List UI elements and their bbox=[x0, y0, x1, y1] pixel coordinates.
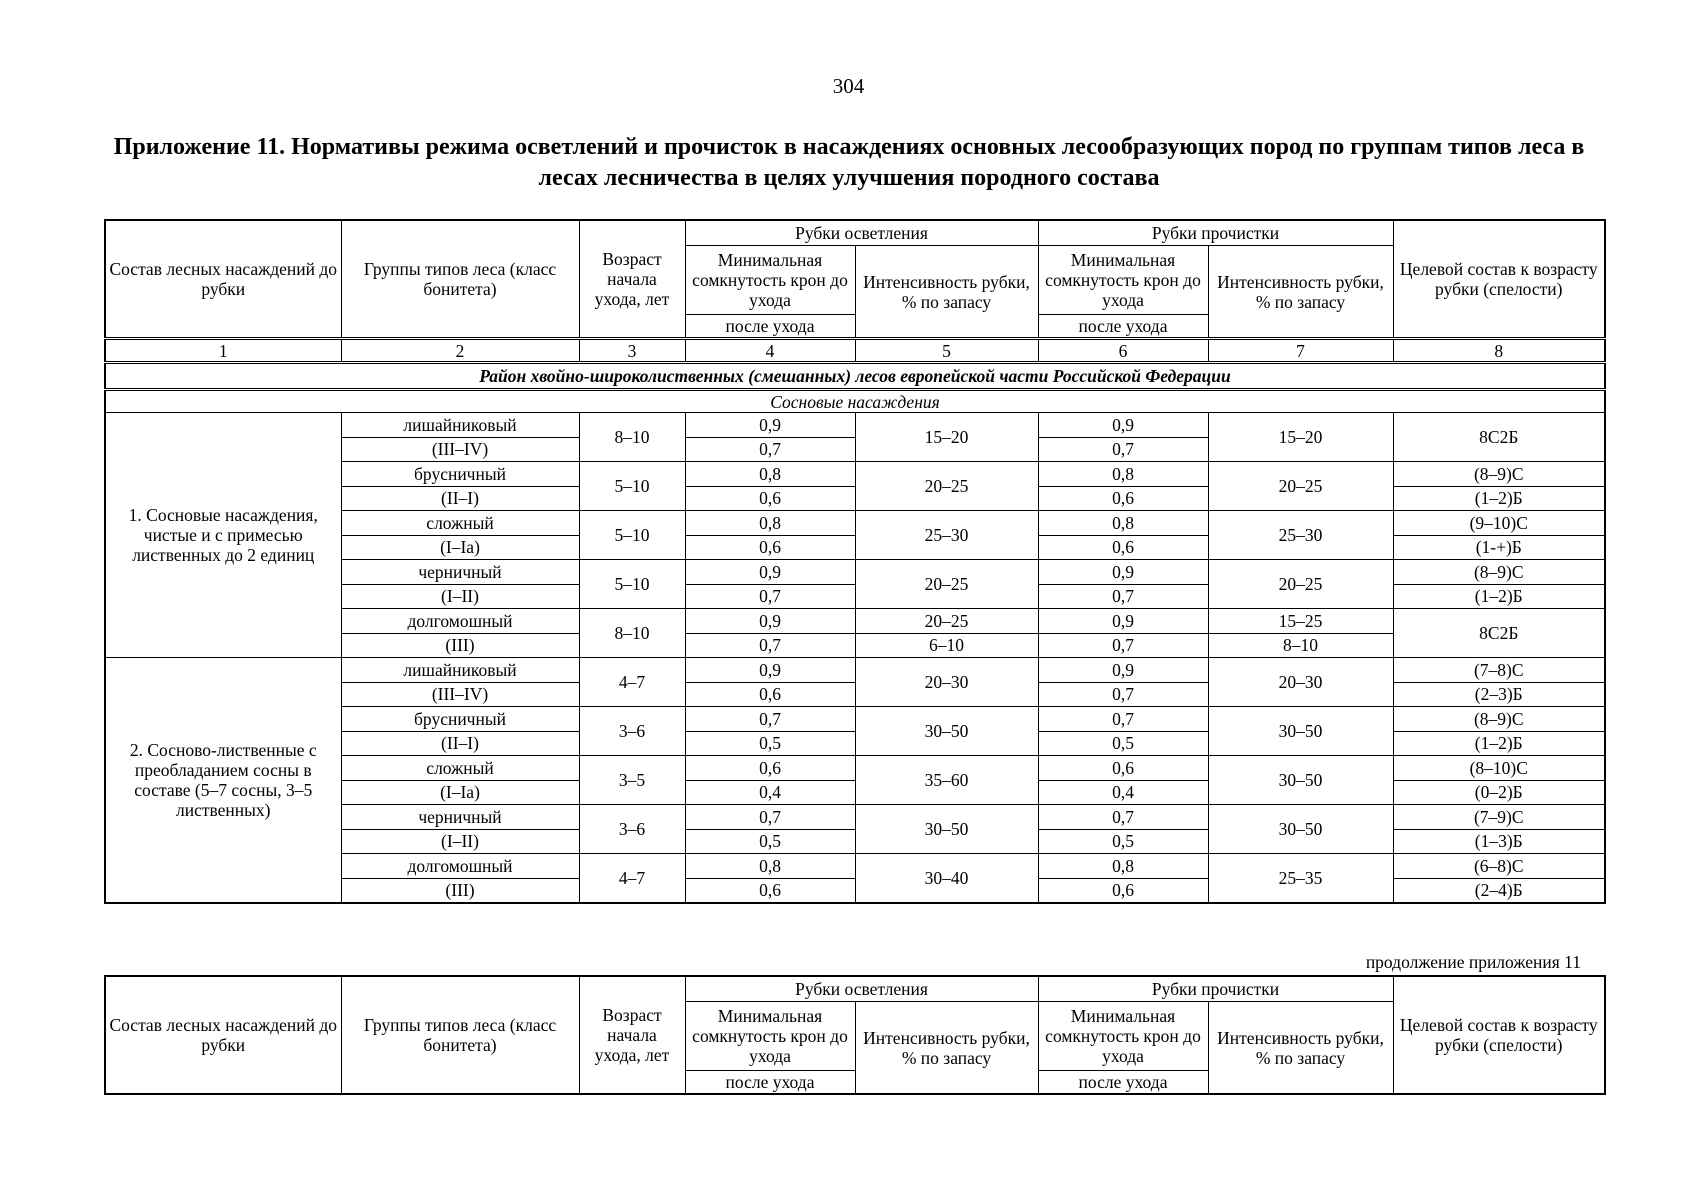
table-row bbox=[105, 658, 1605, 683]
header-intensity: Интенсивность рубки, % по запасу bbox=[855, 1002, 1038, 1095]
target-composition-cell: 8С2Б bbox=[1393, 609, 1605, 658]
forest-type-cell: брусничный bbox=[341, 707, 579, 732]
clean-intensity-cell: 20–25 bbox=[1208, 462, 1393, 511]
forest-type-cell: черничный bbox=[341, 560, 579, 585]
header-after-care: после ухода bbox=[685, 315, 855, 339]
clean-density-before-cell: 0,7 bbox=[1038, 805, 1208, 830]
clean-density-before-cell: 0,9 bbox=[1038, 658, 1208, 683]
header-intensity: Интенсивность рубки, % по запасу bbox=[1208, 246, 1393, 339]
forest-type-cell: сложный bbox=[341, 511, 579, 536]
light-density-after-cell: 0,6 bbox=[685, 682, 855, 707]
page-title: Приложение 11. Нормативы режима осветлений и прочисток в насаждениях основных лесообразующих пород по группам типов леса в лесах лесничества в целях улучшения породного состава bbox=[113, 134, 1585, 191]
column-number: 1 bbox=[105, 339, 341, 363]
header-intensity: Интенсивность рубки, % по запасу bbox=[1208, 1002, 1393, 1095]
light-density-after-cell: 0,7 bbox=[685, 437, 855, 462]
norms-table bbox=[104, 219, 1606, 904]
clean-intensity-cell: 30–50 bbox=[1208, 707, 1393, 756]
light-density-before-cell: 0,8 bbox=[685, 462, 855, 487]
light-density-after-cell: 0,7 bbox=[685, 633, 855, 658]
light-intensity-cell: 6–10 bbox=[855, 633, 1038, 658]
target-composition-cell: (6–8)С bbox=[1393, 854, 1605, 879]
bonitet-cell: (III–IV) bbox=[341, 437, 579, 462]
light-intensity-cell: 20–25 bbox=[855, 560, 1038, 609]
light-density-after-cell: 0,6 bbox=[685, 535, 855, 560]
bonitet-cell: (I–Iа) bbox=[341, 780, 579, 805]
target-composition-cell: (8–10)С bbox=[1393, 756, 1605, 781]
header-after-care: после ухода bbox=[685, 1071, 855, 1095]
light-intensity-cell: 20–25 bbox=[855, 609, 1038, 634]
clean-density-after-cell: 0,5 bbox=[1038, 829, 1208, 854]
bonitet-cell: (I–Iа) bbox=[341, 535, 579, 560]
header-forest-types: Группы типов леса (класс бонитета) bbox=[341, 220, 579, 339]
bonitet-cell: (III) bbox=[341, 633, 579, 658]
column-number: 2 bbox=[341, 339, 579, 363]
target-composition-cell: (2–3)Б bbox=[1393, 682, 1605, 707]
header-min-density: Минимальная сомкнутость крон до ухода bbox=[1038, 246, 1208, 315]
forest-type-cell: сложный bbox=[341, 756, 579, 781]
light-intensity-cell: 20–25 bbox=[855, 462, 1038, 511]
clean-intensity-cell: 25–30 bbox=[1208, 511, 1393, 560]
start-age-cell: 3–5 bbox=[579, 756, 685, 805]
clean-density-after-cell: 0,7 bbox=[1038, 682, 1208, 707]
clean-density-before-cell: 0,8 bbox=[1038, 462, 1208, 487]
clean-density-before-cell: 0,8 bbox=[1038, 511, 1208, 536]
target-composition-cell: (1–2)Б bbox=[1393, 486, 1605, 511]
target-composition-cell: (7–8)С bbox=[1393, 658, 1605, 683]
page-number: 304 bbox=[832, 74, 865, 98]
clean-intensity-cell: 30–50 bbox=[1208, 805, 1393, 854]
light-intensity-cell: 30–50 bbox=[855, 707, 1038, 756]
light-density-after-cell: 0,4 bbox=[685, 780, 855, 805]
column-numbers-row bbox=[105, 339, 1605, 363]
light-density-before-cell: 0,7 bbox=[685, 805, 855, 830]
bonitet-cell: (I–II) bbox=[341, 829, 579, 854]
column-number: 4 bbox=[685, 339, 855, 363]
header-light-cuttings: Рубки осветления bbox=[685, 220, 1038, 246]
light-intensity-cell: 30–40 bbox=[855, 854, 1038, 904]
start-age-cell: 8–10 bbox=[579, 609, 685, 658]
target-composition-cell: (1–3)Б bbox=[1393, 829, 1605, 854]
light-density-after-cell: 0,5 bbox=[685, 829, 855, 854]
header-composition: Состав лесных насаждений до рубки bbox=[105, 976, 341, 1094]
start-age-cell: 4–7 bbox=[579, 854, 685, 904]
header-start-age: Возраст начала ухода, лет bbox=[579, 220, 685, 339]
continuation-table-header bbox=[104, 975, 1606, 1095]
column-number: 6 bbox=[1038, 339, 1208, 363]
bonitet-cell: (II–I) bbox=[341, 731, 579, 756]
continuation-label: продолжение приложения 11 bbox=[1365, 952, 1581, 972]
light-density-after-cell: 0,6 bbox=[685, 878, 855, 903]
composition-cell: 2. Сосново-лиственные с преобладанием сосны в составе (5–7 сосны, 3–5 лиственных) bbox=[105, 658, 341, 904]
target-composition-cell: (1-+)Б bbox=[1393, 535, 1605, 560]
clean-density-before-cell: 0,9 bbox=[1038, 560, 1208, 585]
clean-density-after-cell: 0,6 bbox=[1038, 486, 1208, 511]
clean-density-after-cell: 0,5 bbox=[1038, 731, 1208, 756]
target-composition-cell: (8–9)С bbox=[1393, 707, 1605, 732]
column-number: 7 bbox=[1208, 339, 1393, 363]
header-cleaning-cuttings: Рубки прочистки bbox=[1038, 220, 1393, 246]
clean-density-after-cell: 0,4 bbox=[1038, 780, 1208, 805]
composition-cell: 1. Сосновые насаждения, чистые и с примесью лиственных до 2 единиц bbox=[105, 413, 341, 658]
clean-density-after-cell: 0,6 bbox=[1038, 535, 1208, 560]
start-age-cell: 4–7 bbox=[579, 658, 685, 707]
light-density-before-cell: 0,9 bbox=[685, 658, 855, 683]
start-age-cell: 5–10 bbox=[579, 511, 685, 560]
subregion-heading: Сосновые насаждения bbox=[105, 390, 1605, 413]
light-intensity-cell: 15–20 bbox=[855, 413, 1038, 462]
target-composition-cell: (7–9)С bbox=[1393, 805, 1605, 830]
header-light-cuttings: Рубки осветления bbox=[685, 976, 1038, 1002]
forest-type-cell: долгомошный bbox=[341, 854, 579, 879]
header-target-composition: Целевой состав к возрасту рубки (спелости) bbox=[1393, 976, 1605, 1094]
column-number: 8 bbox=[1393, 339, 1605, 363]
light-intensity-cell: 20–30 bbox=[855, 658, 1038, 707]
clean-density-after-cell: 0,7 bbox=[1038, 584, 1208, 609]
target-composition-cell: (2–4)Б bbox=[1393, 878, 1605, 903]
light-density-before-cell: 0,9 bbox=[685, 560, 855, 585]
clean-density-after-cell: 0,7 bbox=[1038, 633, 1208, 658]
forest-type-cell: лишайниковый bbox=[341, 413, 579, 438]
light-density-before-cell: 0,6 bbox=[685, 756, 855, 781]
forest-type-cell: лишайниковый bbox=[341, 658, 579, 683]
bonitet-cell: (III–IV) bbox=[341, 682, 579, 707]
clean-density-after-cell: 0,7 bbox=[1038, 437, 1208, 462]
table-row bbox=[105, 413, 1605, 438]
forest-type-cell: брусничный bbox=[341, 462, 579, 487]
header-min-density: Минимальная сомкнутость крон до ухода bbox=[685, 246, 855, 315]
bonitet-cell: (I–II) bbox=[341, 584, 579, 609]
clean-density-before-cell: 0,9 bbox=[1038, 609, 1208, 634]
header-start-age: Возраст начала ухода, лет bbox=[579, 976, 685, 1094]
header-after-care: после ухода bbox=[1038, 315, 1208, 339]
clean-density-before-cell: 0,9 bbox=[1038, 413, 1208, 438]
light-intensity-cell: 25–30 bbox=[855, 511, 1038, 560]
region-heading: Район хвойно-широколиственных (смешанных) лесов европейской части Российской Федерации bbox=[105, 363, 1605, 390]
header-min-density: Минимальная сомкнутость крон до ухода bbox=[1038, 1002, 1208, 1071]
light-density-after-cell: 0,6 bbox=[685, 486, 855, 511]
header-min-density: Минимальная сомкнутость крон до ухода bbox=[685, 1002, 855, 1071]
light-density-after-cell: 0,7 bbox=[685, 584, 855, 609]
bonitet-cell: (III) bbox=[341, 878, 579, 903]
clean-intensity-cell: 20–30 bbox=[1208, 658, 1393, 707]
light-density-before-cell: 0,8 bbox=[685, 854, 855, 879]
column-number: 5 bbox=[855, 339, 1038, 363]
forest-type-cell: долгомошный bbox=[341, 609, 579, 634]
clean-density-before-cell: 0,8 bbox=[1038, 854, 1208, 879]
light-density-before-cell: 0,9 bbox=[685, 609, 855, 634]
target-composition-cell: 8С2Б bbox=[1393, 413, 1605, 462]
header-target-composition: Целевой состав к возрасту рубки (спелости) bbox=[1393, 220, 1605, 339]
start-age-cell: 5–10 bbox=[579, 560, 685, 609]
start-age-cell: 8–10 bbox=[579, 413, 685, 462]
header-forest-types: Группы типов леса (класс бонитета) bbox=[341, 976, 579, 1094]
clean-density-before-cell: 0,7 bbox=[1038, 707, 1208, 732]
header-intensity: Интенсивность рубки, % по запасу bbox=[855, 246, 1038, 339]
start-age-cell: 5–10 bbox=[579, 462, 685, 511]
header-composition: Состав лесных насаждений до рубки bbox=[105, 220, 341, 339]
target-composition-cell: (8–9)С bbox=[1393, 462, 1605, 487]
light-intensity-cell: 35–60 bbox=[855, 756, 1038, 805]
light-density-before-cell: 0,8 bbox=[685, 511, 855, 536]
clean-intensity-cell: 15–25 bbox=[1208, 609, 1393, 634]
clean-intensity-cell: 20–25 bbox=[1208, 560, 1393, 609]
clean-intensity-cell: 8–10 bbox=[1208, 633, 1393, 658]
bonitet-cell: (II–I) bbox=[341, 486, 579, 511]
clean-intensity-cell: 30–50 bbox=[1208, 756, 1393, 805]
target-composition-cell: (1–2)Б bbox=[1393, 584, 1605, 609]
start-age-cell: 3–6 bbox=[579, 805, 685, 854]
clean-intensity-cell: 25–35 bbox=[1208, 854, 1393, 904]
light-intensity-cell: 30–50 bbox=[855, 805, 1038, 854]
forest-type-cell: черничный bbox=[341, 805, 579, 830]
column-number: 3 bbox=[579, 339, 685, 363]
clean-intensity-cell: 15–20 bbox=[1208, 413, 1393, 462]
target-composition-cell: (1–2)Б bbox=[1393, 731, 1605, 756]
target-composition-cell: (0–2)Б bbox=[1393, 780, 1605, 805]
light-density-before-cell: 0,7 bbox=[685, 707, 855, 732]
light-density-before-cell: 0,9 bbox=[685, 413, 855, 438]
clean-density-before-cell: 0,6 bbox=[1038, 756, 1208, 781]
start-age-cell: 3–6 bbox=[579, 707, 685, 756]
target-composition-cell: (8–9)С bbox=[1393, 560, 1605, 585]
header-cleaning-cuttings: Рубки прочистки bbox=[1038, 976, 1393, 1002]
target-composition-cell: (9–10)С bbox=[1393, 511, 1605, 536]
clean-density-after-cell: 0,6 bbox=[1038, 878, 1208, 903]
light-density-after-cell: 0,5 bbox=[685, 731, 855, 756]
header-after-care: после ухода bbox=[1038, 1071, 1208, 1095]
